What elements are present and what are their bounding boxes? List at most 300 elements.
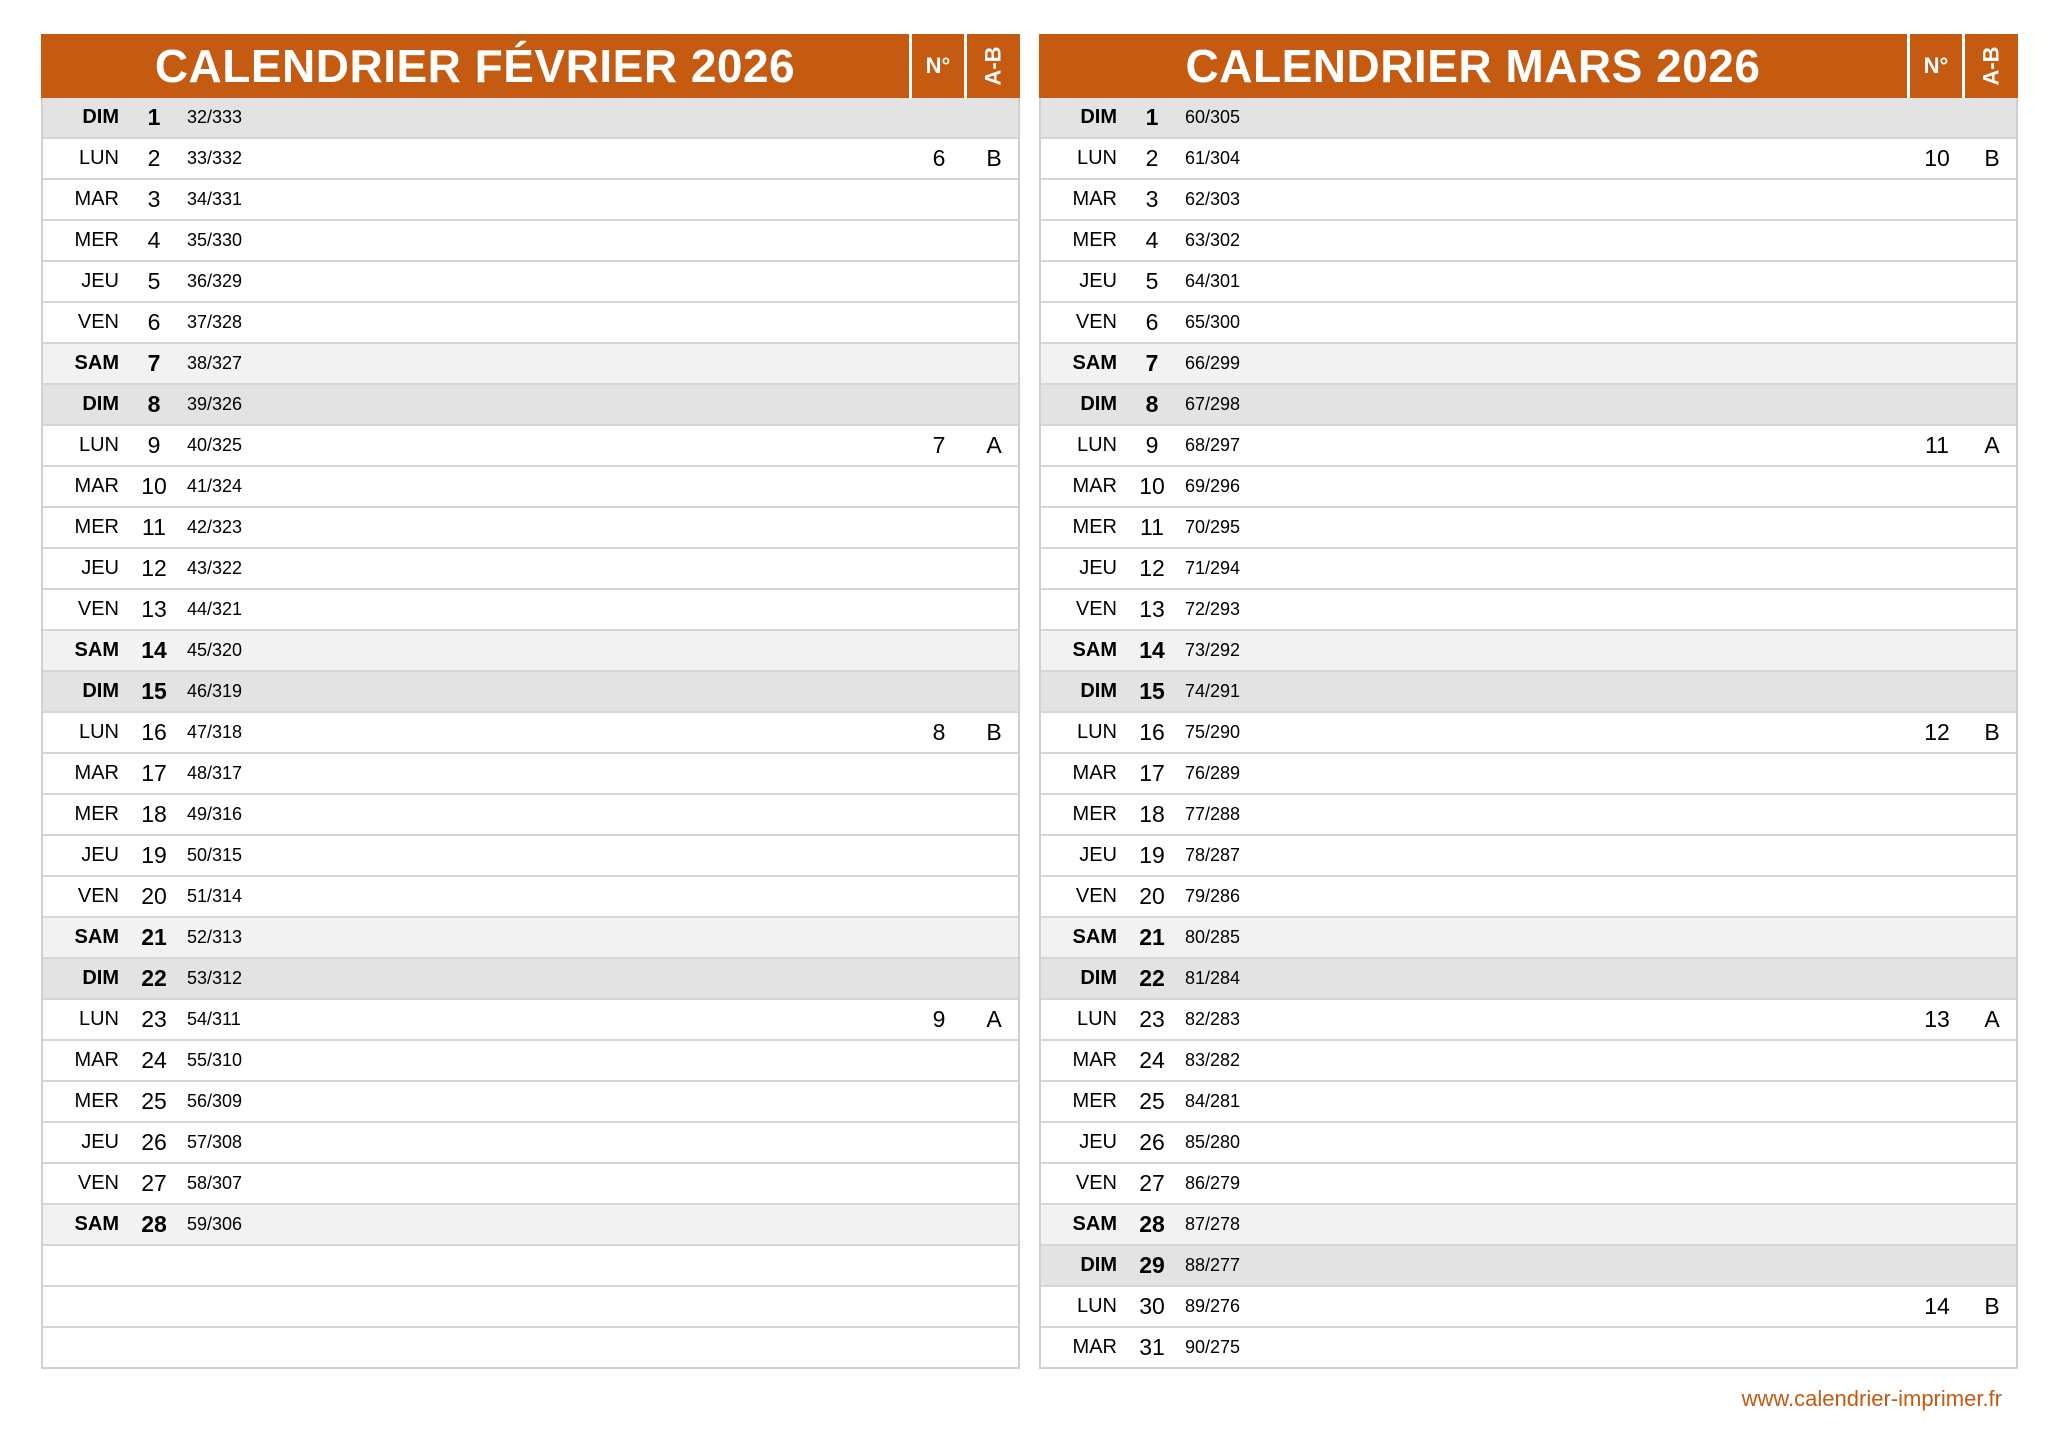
week-number bbox=[1907, 549, 1967, 588]
day-of-year: 77/288 bbox=[1185, 804, 1241, 824]
week-number: 10 bbox=[1924, 145, 1950, 171]
week-ab bbox=[1964, 1082, 2020, 1121]
day-row bbox=[1041, 877, 2016, 918]
day-of-year: 55/310 bbox=[187, 1050, 243, 1070]
week-ab bbox=[1964, 959, 2020, 998]
day-of-year: 84/281 bbox=[1185, 1091, 1241, 1111]
day-of-week: DIM bbox=[82, 967, 119, 989]
week-ab bbox=[966, 836, 1022, 875]
week-number: 14 bbox=[1924, 1293, 1950, 1319]
day-row bbox=[43, 1328, 1018, 1367]
week-ab: B bbox=[986, 719, 1002, 745]
week-number bbox=[1907, 631, 1967, 670]
day-row bbox=[1041, 221, 2016, 262]
week-ab: A bbox=[1984, 1006, 2000, 1032]
week-number bbox=[909, 1164, 969, 1203]
week-number bbox=[909, 221, 969, 260]
day-number: 19 bbox=[141, 842, 167, 868]
week-number bbox=[909, 1246, 969, 1285]
day-row bbox=[43, 344, 1018, 385]
day-of-year: 33/332 bbox=[187, 148, 243, 168]
day-number: 5 bbox=[147, 268, 161, 294]
day-row bbox=[1041, 918, 2016, 959]
day-of-year: 74/291 bbox=[1185, 681, 1241, 701]
week-ab bbox=[966, 1041, 1022, 1080]
day-row bbox=[43, 672, 1018, 713]
day-number: 28 bbox=[141, 1211, 167, 1237]
week-ab bbox=[1964, 344, 2020, 383]
week-ab bbox=[1964, 180, 2020, 219]
day-row bbox=[43, 508, 1018, 549]
day-row bbox=[43, 426, 1018, 467]
day-of-year: 82/283 bbox=[1185, 1009, 1241, 1029]
week-ab bbox=[966, 877, 1022, 916]
day-of-week: VEN bbox=[1075, 311, 1117, 333]
week-ab bbox=[1964, 262, 2020, 301]
week-ab bbox=[966, 508, 1022, 547]
day-row bbox=[43, 918, 1018, 959]
day-number: 21 bbox=[141, 924, 167, 950]
week-number bbox=[1907, 1123, 1967, 1162]
day-row bbox=[1041, 1082, 2016, 1123]
day-row bbox=[43, 590, 1018, 631]
week-number-column-header: N° bbox=[1907, 34, 1962, 98]
day-row bbox=[1041, 590, 2016, 631]
week-number bbox=[1907, 508, 1967, 547]
week-ab bbox=[966, 918, 1022, 957]
day-of-year: 48/317 bbox=[187, 763, 243, 783]
week-ab: A bbox=[986, 1006, 1002, 1032]
day-of-year: 75/290 bbox=[1185, 722, 1241, 742]
day-of-week: SAM bbox=[1072, 1213, 1117, 1235]
week-number bbox=[909, 1082, 969, 1121]
ab-column-header bbox=[964, 34, 1020, 98]
day-of-week: SAM bbox=[1072, 926, 1117, 948]
week-number bbox=[909, 631, 969, 670]
week-ab bbox=[966, 590, 1022, 629]
week-number bbox=[909, 467, 969, 506]
day-row bbox=[1041, 1000, 2016, 1041]
day-of-year: 40/325 bbox=[187, 435, 243, 455]
day-number: 3 bbox=[147, 186, 161, 212]
day-of-year: 38/327 bbox=[187, 353, 243, 373]
day-row bbox=[1041, 385, 2016, 426]
day-row bbox=[1041, 426, 2016, 467]
day-of-week: LUN bbox=[78, 147, 119, 169]
week-number bbox=[909, 180, 969, 219]
day-of-week: MAR bbox=[1072, 1336, 1117, 1358]
day-row bbox=[1041, 672, 2016, 713]
day-number: 8 bbox=[147, 391, 161, 417]
day-number: 12 bbox=[141, 555, 167, 581]
day-number: 15 bbox=[1139, 678, 1165, 704]
day-of-year: 66/299 bbox=[1185, 353, 1241, 373]
day-row bbox=[1041, 1205, 2016, 1246]
day-of-week: MAR bbox=[1072, 1049, 1117, 1071]
day-of-year: 89/276 bbox=[1185, 1296, 1241, 1316]
week-number bbox=[1907, 959, 1967, 998]
week-number bbox=[1907, 795, 1967, 834]
day-of-year: 52/313 bbox=[187, 927, 243, 947]
day-of-week: SAM bbox=[1072, 639, 1117, 661]
day-of-week: LUN bbox=[1076, 721, 1117, 743]
day-number: 1 bbox=[147, 104, 161, 130]
day-of-year: 65/300 bbox=[1185, 312, 1241, 332]
week-ab bbox=[1964, 508, 2020, 547]
day-of-week: SAM bbox=[74, 926, 119, 948]
day-of-week: DIM bbox=[82, 106, 119, 128]
week-ab bbox=[1964, 590, 2020, 629]
day-row bbox=[1041, 344, 2016, 385]
week-ab bbox=[1964, 1123, 2020, 1162]
day-of-year: 44/321 bbox=[187, 599, 243, 619]
week-number bbox=[909, 98, 969, 137]
day-number: 28 bbox=[1139, 1211, 1165, 1237]
day-number bbox=[125, 1328, 183, 1367]
day-of-week: LUN bbox=[1076, 1295, 1117, 1317]
day-number: 25 bbox=[1139, 1088, 1165, 1114]
week-ab bbox=[966, 631, 1022, 670]
day-row bbox=[1041, 139, 2016, 180]
week-ab bbox=[1964, 1041, 2020, 1080]
week-number: 7 bbox=[932, 432, 946, 458]
day-row bbox=[43, 98, 1018, 139]
week-number bbox=[1907, 467, 1967, 506]
day-number: 6 bbox=[1145, 309, 1159, 335]
day-of-year: 71/294 bbox=[1185, 558, 1241, 578]
day-row bbox=[43, 1287, 1018, 1328]
day-of-week: VEN bbox=[1075, 1172, 1117, 1194]
week-ab: B bbox=[1984, 145, 2000, 171]
week-number: 6 bbox=[932, 145, 946, 171]
week-number bbox=[909, 918, 969, 957]
day-number: 18 bbox=[141, 801, 167, 827]
day-of-week: LUN bbox=[1076, 434, 1117, 456]
week-ab bbox=[966, 549, 1022, 588]
week-number bbox=[1907, 672, 1967, 711]
day-row bbox=[1041, 1164, 2016, 1205]
day-of-year: 90/275 bbox=[1185, 1337, 1241, 1357]
week-number bbox=[1907, 1246, 1967, 1285]
week-ab bbox=[966, 672, 1022, 711]
week-number bbox=[909, 1328, 969, 1367]
day-of-year: 64/301 bbox=[1185, 271, 1241, 291]
day-of-year: 54/311 bbox=[187, 1009, 241, 1029]
day-of-year: 42/323 bbox=[187, 517, 243, 537]
week-ab bbox=[966, 344, 1022, 383]
day-of-week: MER bbox=[74, 516, 119, 538]
day-number: 9 bbox=[1145, 432, 1159, 458]
day-of-year: 76/289 bbox=[1185, 763, 1241, 783]
day-number: 6 bbox=[147, 309, 161, 335]
day-number: 24 bbox=[141, 1047, 167, 1073]
day-of-week bbox=[43, 1246, 119, 1285]
day-of-year: 32/333 bbox=[187, 107, 243, 127]
week-number bbox=[1907, 1205, 1967, 1244]
week-ab bbox=[1964, 467, 2020, 506]
day-of-week bbox=[43, 1328, 119, 1367]
day-of-week: JEU bbox=[1079, 844, 1117, 866]
day-row bbox=[1041, 1041, 2016, 1082]
day-rows bbox=[1039, 98, 2018, 1369]
day-of-year: 79/286 bbox=[1185, 886, 1241, 906]
day-of-year: 88/277 bbox=[1185, 1255, 1241, 1275]
week-ab bbox=[966, 303, 1022, 342]
day-number: 26 bbox=[1139, 1129, 1165, 1155]
day-number: 8 bbox=[1145, 391, 1159, 417]
week-ab bbox=[1964, 631, 2020, 670]
day-number: 13 bbox=[141, 596, 167, 622]
week-number bbox=[909, 344, 969, 383]
day-number: 29 bbox=[1139, 1252, 1165, 1278]
day-row bbox=[1041, 713, 2016, 754]
day-of-week: MAR bbox=[1072, 188, 1117, 210]
day-row bbox=[1041, 836, 2016, 877]
week-number bbox=[909, 549, 969, 588]
day-number: 24 bbox=[1139, 1047, 1165, 1073]
day-of-year: 72/293 bbox=[1185, 599, 1241, 619]
week-ab bbox=[966, 1082, 1022, 1121]
day-number: 12 bbox=[1139, 555, 1165, 581]
week-number bbox=[909, 672, 969, 711]
week-ab bbox=[966, 1328, 1022, 1367]
day-of-year: 45/320 bbox=[187, 640, 243, 660]
day-of-week: VEN bbox=[77, 598, 119, 620]
day-of-year: 68/297 bbox=[1185, 435, 1241, 455]
day-row bbox=[1041, 180, 2016, 221]
week-ab bbox=[1964, 221, 2020, 260]
week-number bbox=[1907, 918, 1967, 957]
day-of-year: 63/302 bbox=[1185, 230, 1241, 250]
week-ab bbox=[1964, 549, 2020, 588]
month-february bbox=[41, 34, 1020, 1369]
week-ab bbox=[966, 221, 1022, 260]
day-row bbox=[43, 959, 1018, 1000]
month-title: CALENDRIER MARS 2026 bbox=[1185, 40, 1761, 92]
day-row bbox=[43, 1082, 1018, 1123]
week-number bbox=[909, 877, 969, 916]
day-of-week: JEU bbox=[1079, 270, 1117, 292]
day-number: 16 bbox=[1139, 719, 1165, 745]
week-number: 11 bbox=[1925, 432, 1949, 458]
day-of-week: VEN bbox=[77, 885, 119, 907]
week-number bbox=[909, 590, 969, 629]
day-of-week: SAM bbox=[74, 639, 119, 661]
day-number: 23 bbox=[141, 1006, 167, 1032]
day-of-year: 80/285 bbox=[1185, 927, 1241, 947]
week-number bbox=[909, 836, 969, 875]
day-number: 14 bbox=[1139, 637, 1165, 663]
day-number: 5 bbox=[1145, 268, 1159, 294]
day-of-week: VEN bbox=[77, 311, 119, 333]
day-of-week: SAM bbox=[74, 352, 119, 374]
week-ab bbox=[1964, 877, 2020, 916]
day-of-week: MAR bbox=[74, 1049, 119, 1071]
day-number: 4 bbox=[1145, 227, 1159, 253]
month-header bbox=[1039, 34, 2018, 98]
day-of-week: VEN bbox=[77, 1172, 119, 1194]
week-ab: B bbox=[1984, 719, 2000, 745]
day-of-year: 57/308 bbox=[187, 1132, 243, 1152]
week-number bbox=[909, 959, 969, 998]
day-number bbox=[125, 1246, 183, 1285]
day-of-week: MER bbox=[1072, 516, 1117, 538]
day-of-week: LUN bbox=[78, 434, 119, 456]
day-of-week: DIM bbox=[1080, 680, 1117, 702]
month-title: CALENDRIER FÉVRIER 2026 bbox=[154, 40, 796, 92]
day-row bbox=[43, 836, 1018, 877]
day-of-year: 61/304 bbox=[1185, 148, 1241, 168]
day-row bbox=[43, 1164, 1018, 1205]
day-row bbox=[43, 467, 1018, 508]
week-number bbox=[1907, 754, 1967, 793]
week-ab bbox=[966, 98, 1022, 137]
day-number: 10 bbox=[141, 473, 167, 499]
week-number bbox=[909, 385, 969, 424]
day-row bbox=[1041, 303, 2016, 344]
day-of-week: MER bbox=[1072, 803, 1117, 825]
day-number: 9 bbox=[147, 432, 161, 458]
week-ab bbox=[1964, 754, 2020, 793]
day-number: 22 bbox=[1139, 965, 1165, 991]
week-number bbox=[1907, 836, 1967, 875]
day-row bbox=[1041, 98, 2016, 139]
day-number: 17 bbox=[1139, 760, 1165, 786]
week-ab bbox=[966, 1123, 1022, 1162]
day-of-year: 78/287 bbox=[1185, 845, 1241, 865]
day-of-year: 60/305 bbox=[1185, 107, 1241, 127]
day-number: 20 bbox=[1139, 883, 1165, 909]
week-number bbox=[1907, 98, 1967, 137]
day-number: 27 bbox=[141, 1170, 167, 1196]
day-of-year: 36/329 bbox=[187, 271, 243, 291]
week-ab bbox=[1964, 385, 2020, 424]
day-of-week: JEU bbox=[81, 557, 119, 579]
day-number: 25 bbox=[141, 1088, 167, 1114]
day-of-week: JEU bbox=[81, 270, 119, 292]
day-row bbox=[43, 713, 1018, 754]
day-number: 20 bbox=[141, 883, 167, 909]
day-rows bbox=[41, 98, 1020, 1369]
week-number bbox=[909, 1287, 969, 1326]
day-row bbox=[43, 549, 1018, 590]
week-number bbox=[1907, 877, 1967, 916]
day-of-year: 67/298 bbox=[1185, 394, 1241, 414]
day-of-week: MAR bbox=[74, 762, 119, 784]
day-of-week: LUN bbox=[78, 721, 119, 743]
week-ab bbox=[1964, 98, 2020, 137]
week-number bbox=[909, 508, 969, 547]
week-ab: B bbox=[986, 145, 1002, 171]
day-number: 15 bbox=[141, 678, 167, 704]
day-of-week: DIM bbox=[1080, 393, 1117, 415]
week-ab bbox=[1964, 672, 2020, 711]
day-of-week: MER bbox=[74, 229, 119, 251]
day-of-year: 86/279 bbox=[1185, 1173, 1241, 1193]
day-row bbox=[43, 1041, 1018, 1082]
day-of-year: 83/282 bbox=[1185, 1050, 1241, 1070]
day-row bbox=[43, 631, 1018, 672]
day-row bbox=[1041, 1246, 2016, 1287]
day-row bbox=[1041, 631, 2016, 672]
day-row bbox=[1041, 262, 2016, 303]
week-ab bbox=[1964, 795, 2020, 834]
week-ab bbox=[966, 180, 1022, 219]
week-ab bbox=[1964, 918, 2020, 957]
week-number: 9 bbox=[932, 1006, 946, 1032]
day-of-week: MAR bbox=[1072, 475, 1117, 497]
day-of-week: MER bbox=[1072, 1090, 1117, 1112]
week-ab bbox=[1964, 1164, 2020, 1203]
day-number: 30 bbox=[1139, 1293, 1165, 1319]
week-ab: B bbox=[1984, 1293, 2000, 1319]
week-number bbox=[909, 262, 969, 301]
day-of-week: MAR bbox=[1072, 762, 1117, 784]
week-ab bbox=[966, 262, 1022, 301]
day-of-year: 34/331 bbox=[187, 189, 243, 209]
day-of-week: DIM bbox=[1080, 967, 1117, 989]
day-number: 26 bbox=[141, 1129, 167, 1155]
week-ab bbox=[1964, 1205, 2020, 1244]
day-of-year: 43/322 bbox=[187, 558, 243, 578]
week-number bbox=[1907, 1082, 1967, 1121]
day-of-week: JEU bbox=[81, 844, 119, 866]
day-row bbox=[43, 1205, 1018, 1246]
week-ab bbox=[1964, 303, 2020, 342]
week-number bbox=[1907, 303, 1967, 342]
week-ab bbox=[1964, 1328, 2020, 1367]
day-of-week: DIM bbox=[1080, 106, 1117, 128]
day-row bbox=[43, 262, 1018, 303]
week-number bbox=[1907, 344, 1967, 383]
ab-column-label: A-B bbox=[980, 46, 1006, 86]
day-number: 11 bbox=[1140, 514, 1164, 540]
day-of-year: 87/278 bbox=[1185, 1214, 1241, 1234]
day-of-year: 53/312 bbox=[187, 968, 243, 988]
week-number bbox=[909, 1123, 969, 1162]
day-number: 17 bbox=[141, 760, 167, 786]
day-of-year: 37/328 bbox=[187, 312, 243, 332]
day-of-year: 81/284 bbox=[1185, 968, 1241, 988]
day-row bbox=[43, 754, 1018, 795]
week-ab bbox=[966, 795, 1022, 834]
day-of-year: 58/307 bbox=[187, 1173, 243, 1193]
day-number: 13 bbox=[1139, 596, 1165, 622]
day-of-week: MER bbox=[74, 1090, 119, 1112]
day-row bbox=[43, 1123, 1018, 1164]
day-of-week: SAM bbox=[1072, 352, 1117, 374]
week-number bbox=[1907, 262, 1967, 301]
week-number: 12 bbox=[1924, 719, 1950, 745]
day-of-year: 39/326 bbox=[187, 394, 243, 414]
month-march bbox=[1039, 34, 2018, 1369]
week-ab bbox=[1964, 836, 2020, 875]
day-of-year: 49/316 bbox=[187, 804, 243, 824]
day-of-week: VEN bbox=[1075, 885, 1117, 907]
website-link[interactable]: www.calendrier-imprimer.fr bbox=[1741, 1386, 2002, 1411]
day-row bbox=[1041, 754, 2016, 795]
week-number bbox=[909, 1041, 969, 1080]
day-number: 7 bbox=[1145, 350, 1159, 376]
day-of-year: 50/315 bbox=[187, 845, 243, 865]
day-row bbox=[43, 1246, 1018, 1287]
week-number bbox=[909, 795, 969, 834]
day-row bbox=[1041, 1328, 2016, 1367]
day-of-year: 51/314 bbox=[187, 886, 243, 906]
day-of-week: JEU bbox=[81, 1131, 119, 1153]
week-number bbox=[1907, 1041, 1967, 1080]
week-number: 13 bbox=[1924, 1006, 1950, 1032]
